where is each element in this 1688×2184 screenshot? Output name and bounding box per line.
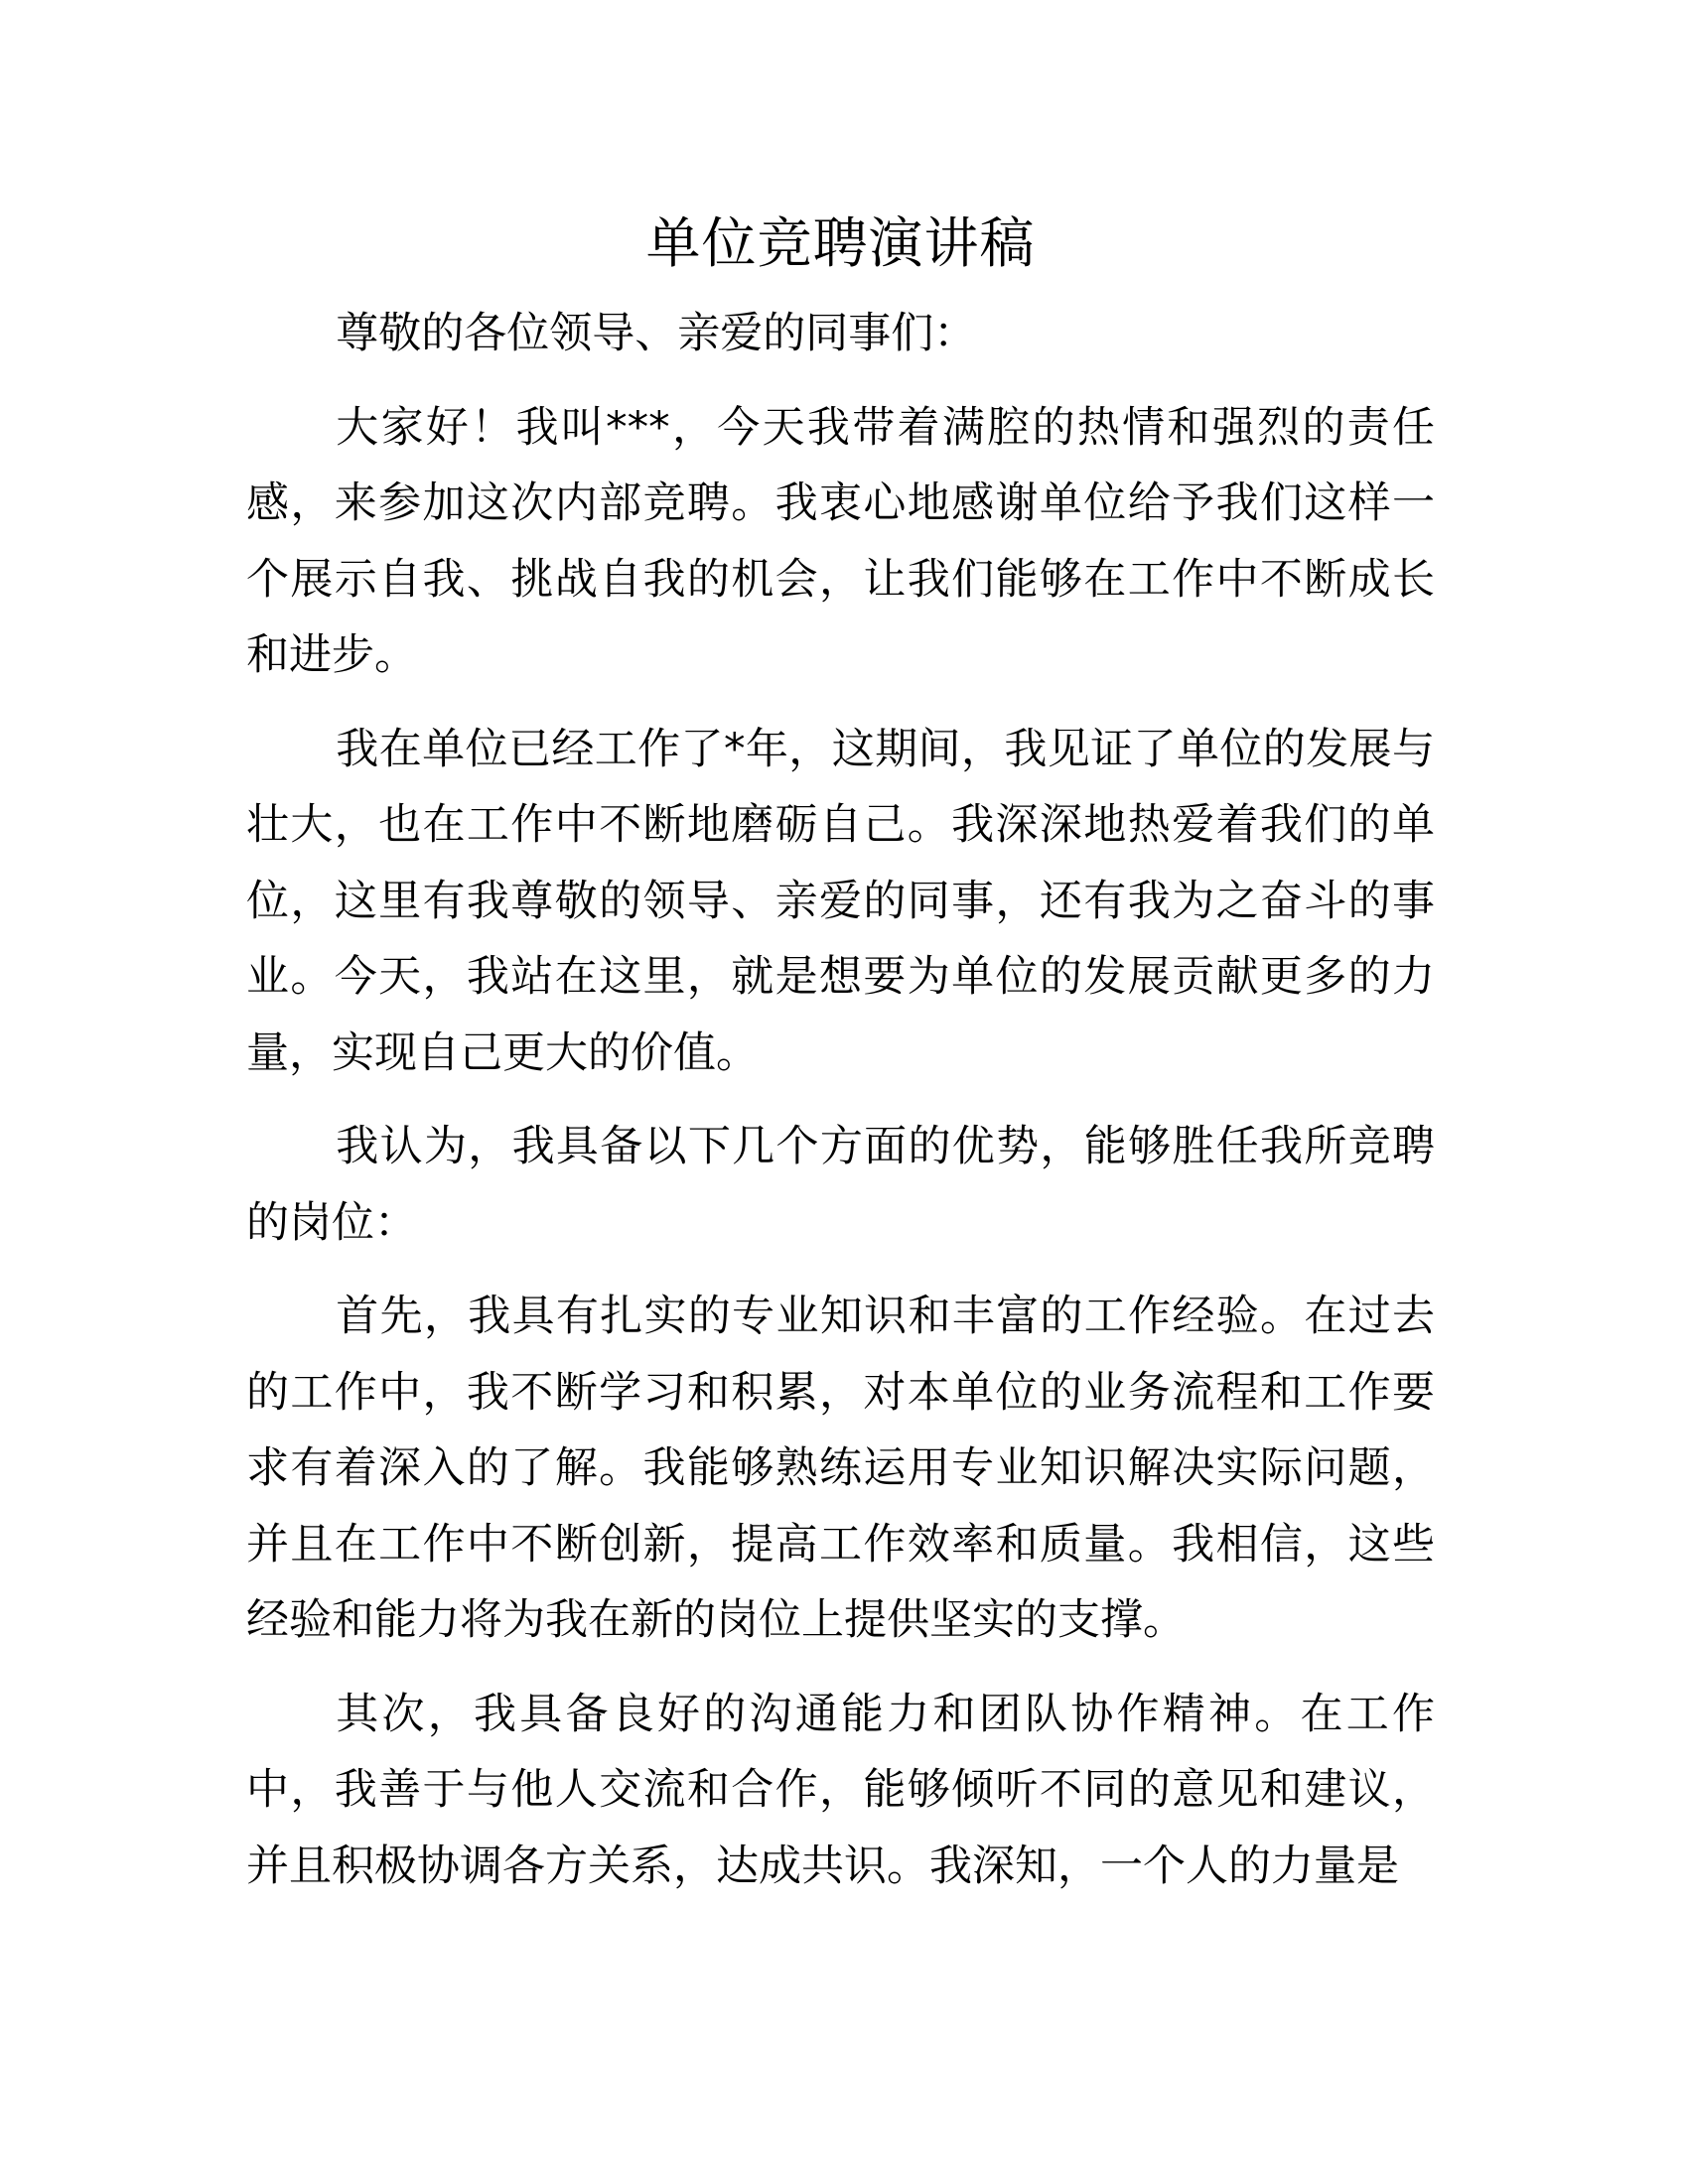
paragraph-first-advantage: 首先，我具有扎实的专业知识和丰富的工作经验。在过去的工作中，我不断学习和积累，对本单位的业务流程和工作要求有着深入的了解。我能够熟练运用专业知识解决实际问题，并且在工作中不断创新，提高工作效率和质量。我相信，这些经验和能力将为我在新的岗位上提供坚实的支撑。	[246, 1292, 1435, 1645]
paragraph-greeting: 大家好！我叫***，今天我带着满腔的热情和强烈的责任感，来参加这次内部竞聘。我衷心地感谢单位给予我们这样一个展示自我、挑战自我的机会，让我们能够在工作中不断成长和进步。	[246, 402, 1435, 680]
paragraph-advantages-intro: 我认为，我具备以下几个方面的优势，能够胜任我所竞聘的岗位：	[246, 1122, 1435, 1248]
paragraph-experience: 我在单位已经工作了*年，这期间，我见证了单位的发展与壮大，也在工作中不断地磨砺自己。我深深地热爱着我们的单位，这里有我尊敬的领导、亲爱的同事，还有我为之奋斗的事业。今天，我站在这里，就是想要为单位的发展贡献更多的力量，实现自己更大的价值。	[246, 724, 1435, 1078]
salutation: 尊敬的各位领导、亲爱的同事们：	[336, 309, 977, 358]
paragraph-second-advantage: 其次，我具备良好的沟通能力和团队协作精神。在工作中，我善于与他人交流和合作，能够倾听不同的意见和建议，并且积极协调各方关系，达成共识。我深知，一个人的力量是	[246, 1689, 1435, 1891]
document-title: 单位竞聘演讲稿	[645, 211, 1036, 275]
document-body	[246, 199, 1435, 1904]
